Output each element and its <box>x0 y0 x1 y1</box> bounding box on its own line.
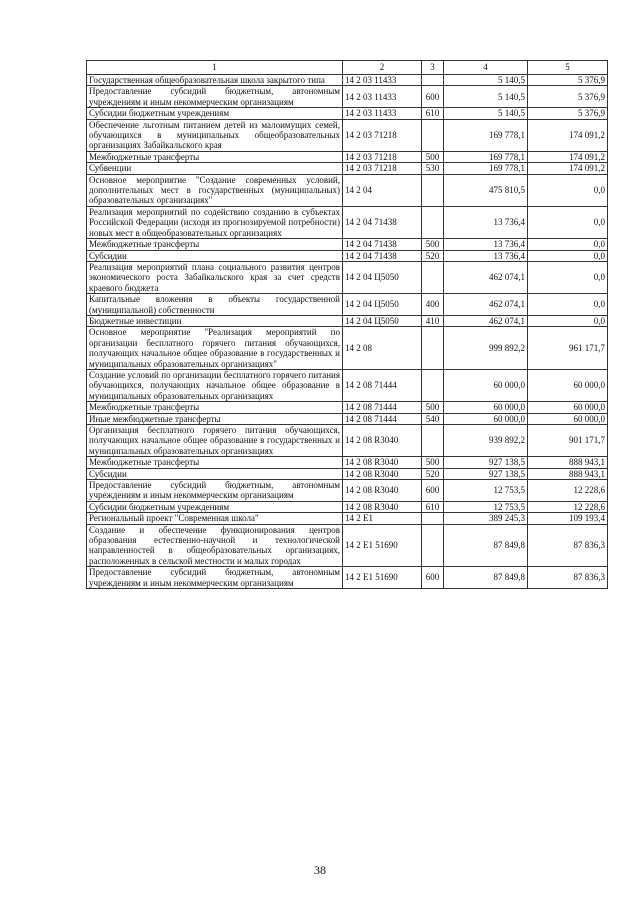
row-name-cell: Предоставление субсидий бюджетным, автономным учреждениям и иным некоммерческим организациям <box>87 86 343 108</box>
row-name-cell: Субсидии бюджетным учреждениям <box>87 108 343 119</box>
row-name-cell: Предоставление субсидий бюджетным, автономным учреждениям и иным некоммерческим организациям <box>87 480 343 502</box>
table-row <box>87 86 608 108</box>
row-amount-col5-cell: 87 836,3 <box>528 524 608 567</box>
row-amount-col5-cell: 60 000,0 <box>528 369 608 401</box>
row-amount-col4-cell: 87 849,8 <box>444 524 528 567</box>
row-amount-col4-cell: 60 000,0 <box>444 402 528 413</box>
row-expense-type-cell: 500 <box>422 457 444 468</box>
row-expense-type-cell: 500 <box>422 402 444 413</box>
row-amount-col4-cell: 999 892,2 <box>444 327 528 370</box>
row-code-cell: 14 2 08 R3040 <box>343 457 422 468</box>
row-code-cell: 14 2 03 11433 <box>343 75 422 86</box>
row-amount-col4-cell: 169 778,1 <box>444 163 528 174</box>
row-expense-type-cell <box>422 261 444 293</box>
row-amount-col5-cell: 0,0 <box>528 206 608 238</box>
table-row <box>87 75 608 86</box>
row-name-cell: Государственная общеобразовательная школа закрытого типа <box>87 75 343 86</box>
table-row <box>87 174 608 206</box>
row-amount-col5-cell: 0,0 <box>528 294 608 316</box>
row-name-cell: Иные межбюджетные трансферты <box>87 413 343 424</box>
row-name-cell: Обеспечение льготным питанием детей из малоимущих семей, обучающихся в муниципальных общеобразовательных организациях Забайкальского края <box>87 119 343 151</box>
row-amount-col5-cell: 174 091,2 <box>528 163 608 174</box>
row-amount-col4-cell: 5 140,5 <box>444 75 528 86</box>
row-amount-col5-cell: 0,0 <box>528 174 608 206</box>
row-name-cell: Субсидии <box>87 468 343 479</box>
table-row <box>87 468 608 479</box>
row-amount-col5-cell: 5 376,9 <box>528 108 608 119</box>
row-amount-col4-cell: 169 778,1 <box>444 151 528 162</box>
row-code-cell: 14 2 E1 51690 <box>343 524 422 567</box>
row-code-cell: 14 2 08 <box>343 327 422 370</box>
row-name-cell: Субсидии бюджетным учреждениям <box>87 501 343 512</box>
row-code-cell: 14 2 08 71444 <box>343 369 422 401</box>
row-expense-type-cell <box>422 425 444 457</box>
row-amount-col4-cell: 169 778,1 <box>444 119 528 151</box>
table-row <box>87 108 608 119</box>
row-amount-col4-cell: 389 245,3 <box>444 513 528 524</box>
row-expense-type-cell <box>422 206 444 238</box>
row-amount-col4-cell: 5 140,5 <box>444 86 528 108</box>
row-expense-type-cell <box>422 75 444 86</box>
table-row <box>87 261 608 293</box>
row-expense-type-cell: 600 <box>422 567 444 589</box>
row-code-cell: 14 2 08 R3040 <box>343 480 422 502</box>
row-expense-type-cell: 500 <box>422 239 444 250</box>
row-name-cell: Основное мероприятие "Реализация мероприятий по организации бесплатного горячего питания обучающихся, получающих начальное общее образование в государственных и муниципальных образовательных организациях" <box>87 327 343 370</box>
row-code-cell: 14 2 08 71444 <box>343 413 422 424</box>
table-row <box>87 239 608 250</box>
page-number: 38 <box>314 863 326 877</box>
row-amount-col4-cell: 939 892,2 <box>444 425 528 457</box>
row-amount-col4-cell: 475 810,5 <box>444 174 528 206</box>
row-amount-col5-cell: 174 091,2 <box>528 119 608 151</box>
budget-table <box>86 60 608 589</box>
row-name-cell: Основное мероприятие "Создание современных условий, дополнительных мест в государственных (муниципальных) образовательных организациях" <box>87 174 343 206</box>
row-expense-type-cell <box>422 513 444 524</box>
row-expense-type-cell <box>422 327 444 370</box>
row-amount-col5-cell: 961 171,7 <box>528 327 608 370</box>
row-amount-col5-cell: 5 376,9 <box>528 86 608 108</box>
row-code-cell: 14 2 04 71438 <box>343 206 422 238</box>
row-code-cell: 14 2 04 71438 <box>343 239 422 250</box>
row-amount-col5-cell: 12 228,6 <box>528 501 608 512</box>
row-expense-type-cell: 610 <box>422 108 444 119</box>
row-amount-col5-cell: 0,0 <box>528 261 608 293</box>
row-expense-type-cell <box>422 369 444 401</box>
table-row <box>87 369 608 401</box>
row-name-cell: Организация бесплатного горячего питания обучающихся, получающих начальное общее образование в государственных и муниципальных образовательных организациях <box>87 425 343 457</box>
row-expense-type-cell: 540 <box>422 413 444 424</box>
table-row <box>87 294 608 316</box>
row-code-cell: 14 2 04 Ц5050 <box>343 315 422 326</box>
header-col-1: 1 <box>87 61 343 75</box>
row-amount-col5-cell: 888 943,1 <box>528 457 608 468</box>
table-row <box>87 315 608 326</box>
row-amount-col5-cell: 888 943,1 <box>528 468 608 479</box>
row-name-cell: Создание и обеспечение функционирования центров образования естественно-научной и технологической направленностей в общеобразовательных организациях, расположенных в сельской местности и малых городах <box>87 524 343 567</box>
row-expense-type-cell <box>422 524 444 567</box>
row-amount-col5-cell: 60 000,0 <box>528 402 608 413</box>
row-amount-col4-cell: 60 000,0 <box>444 369 528 401</box>
row-name-cell: Реализация мероприятий по содействию созданию в субъектах Российской Федерации (исходя из прогнозируемой потребности) новых мест в общеобразовательных организациях <box>87 206 343 238</box>
row-code-cell: 14 2 08 R3040 <box>343 468 422 479</box>
table-row <box>87 327 608 370</box>
row-expense-type-cell <box>422 174 444 206</box>
header-row <box>87 61 608 75</box>
row-expense-type-cell <box>422 119 444 151</box>
table-row <box>87 457 608 468</box>
row-amount-col5-cell: 12 228,6 <box>528 480 608 502</box>
row-amount-col4-cell: 60 000,0 <box>444 413 528 424</box>
table-row <box>87 425 608 457</box>
row-amount-col5-cell: 901 171,7 <box>528 425 608 457</box>
row-code-cell: 14 2 03 11433 <box>343 108 422 119</box>
row-name-cell: Межбюджетные трансферты <box>87 457 343 468</box>
row-amount-col5-cell: 174 091,2 <box>528 151 608 162</box>
table-row <box>87 567 608 589</box>
table-row <box>87 206 608 238</box>
row-code-cell: 14 2 03 11433 <box>343 86 422 108</box>
table-row <box>87 402 608 413</box>
row-expense-type-cell: 410 <box>422 315 444 326</box>
row-code-cell: 14 2 08 R3040 <box>343 425 422 457</box>
header-col-5: 5 <box>528 61 608 75</box>
row-amount-col4-cell: 12 753,5 <box>444 501 528 512</box>
row-expense-type-cell: 610 <box>422 501 444 512</box>
table-row <box>87 151 608 162</box>
row-name-cell: Субсидии <box>87 250 343 261</box>
row-code-cell: 14 2 03 71218 <box>343 119 422 151</box>
row-name-cell: Межбюджетные трансферты <box>87 402 343 413</box>
header-col-3: 3 <box>422 61 444 75</box>
row-amount-col5-cell: 5 376,9 <box>528 75 608 86</box>
row-code-cell: 14 2 04 <box>343 174 422 206</box>
row-name-cell: Межбюджетные трансферты <box>87 239 343 250</box>
row-name-cell: Субвенции <box>87 163 343 174</box>
row-expense-type-cell: 600 <box>422 86 444 108</box>
row-code-cell: 14 2 03 71218 <box>343 151 422 162</box>
row-expense-type-cell: 600 <box>422 480 444 502</box>
row-name-cell: Региональный проект "Современная школа" <box>87 513 343 524</box>
table-row <box>87 480 608 502</box>
row-code-cell: 14 2 04 Ц5050 <box>343 294 422 316</box>
row-code-cell: 14 2 04 71438 <box>343 250 422 261</box>
row-code-cell: 14 2 03 71218 <box>343 163 422 174</box>
row-expense-type-cell: 530 <box>422 163 444 174</box>
row-amount-col4-cell: 5 140,5 <box>444 108 528 119</box>
table-row <box>87 513 608 524</box>
row-amount-col4-cell: 927 138,5 <box>444 468 528 479</box>
row-expense-type-cell: 520 <box>422 250 444 261</box>
table-row <box>87 163 608 174</box>
row-amount-col4-cell: 462 074,1 <box>444 261 528 293</box>
row-amount-col5-cell: 60 000,0 <box>528 413 608 424</box>
row-name-cell: Межбюджетные трансферты <box>87 151 343 162</box>
row-name-cell: Бюджетные инвестиции <box>87 315 343 326</box>
row-amount-col5-cell: 109 193,4 <box>528 513 608 524</box>
row-code-cell: 14 2 E1 51690 <box>343 567 422 589</box>
row-expense-type-cell: 400 <box>422 294 444 316</box>
row-code-cell: 14 2 08 R3040 <box>343 501 422 512</box>
table-row <box>87 501 608 512</box>
row-name-cell: Капитальные вложения в объекты государственной (муниципальной) собственности <box>87 294 343 316</box>
row-code-cell: 14 2 E1 <box>343 513 422 524</box>
row-amount-col4-cell: 87 849,8 <box>444 567 528 589</box>
table-body <box>87 75 608 589</box>
row-amount-col4-cell: 13 736,4 <box>444 239 528 250</box>
row-amount-col4-cell: 13 736,4 <box>444 206 528 238</box>
row-name-cell: Предоставление субсидий бюджетным, автономным учреждениям и иным некоммерческим организациям <box>87 567 343 589</box>
row-name-cell: Создание условий по организации бесплатного горячего питания обучающихся, получающих начальное общее образование в муниципальных образовательных организациях <box>87 369 343 401</box>
header-col-4: 4 <box>444 61 528 75</box>
table-row <box>87 250 608 261</box>
row-name-cell: Реализация мероприятий плана социального развития центров экономического роста Забайкальского края за счет средств краевого бюджета <box>87 261 343 293</box>
row-amount-col4-cell: 12 753,5 <box>444 480 528 502</box>
row-amount-col4-cell: 13 736,4 <box>444 250 528 261</box>
row-amount-col4-cell: 927 138,5 <box>444 457 528 468</box>
row-code-cell: 14 2 08 71444 <box>343 402 422 413</box>
row-amount-col4-cell: 462 074,1 <box>444 315 528 326</box>
row-amount-col5-cell: 0,0 <box>528 239 608 250</box>
header-col-2: 2 <box>343 61 422 75</box>
table-row <box>87 524 608 567</box>
row-amount-col5-cell: 87 836,3 <box>528 567 608 589</box>
row-code-cell: 14 2 04 Ц5050 <box>343 261 422 293</box>
row-amount-col5-cell: 0,0 <box>528 315 608 326</box>
table-row <box>87 119 608 151</box>
row-expense-type-cell: 500 <box>422 151 444 162</box>
row-amount-col5-cell: 0,0 <box>528 250 608 261</box>
row-amount-col4-cell: 462 074,1 <box>444 294 528 316</box>
row-expense-type-cell: 520 <box>422 468 444 479</box>
table-row <box>87 413 608 424</box>
